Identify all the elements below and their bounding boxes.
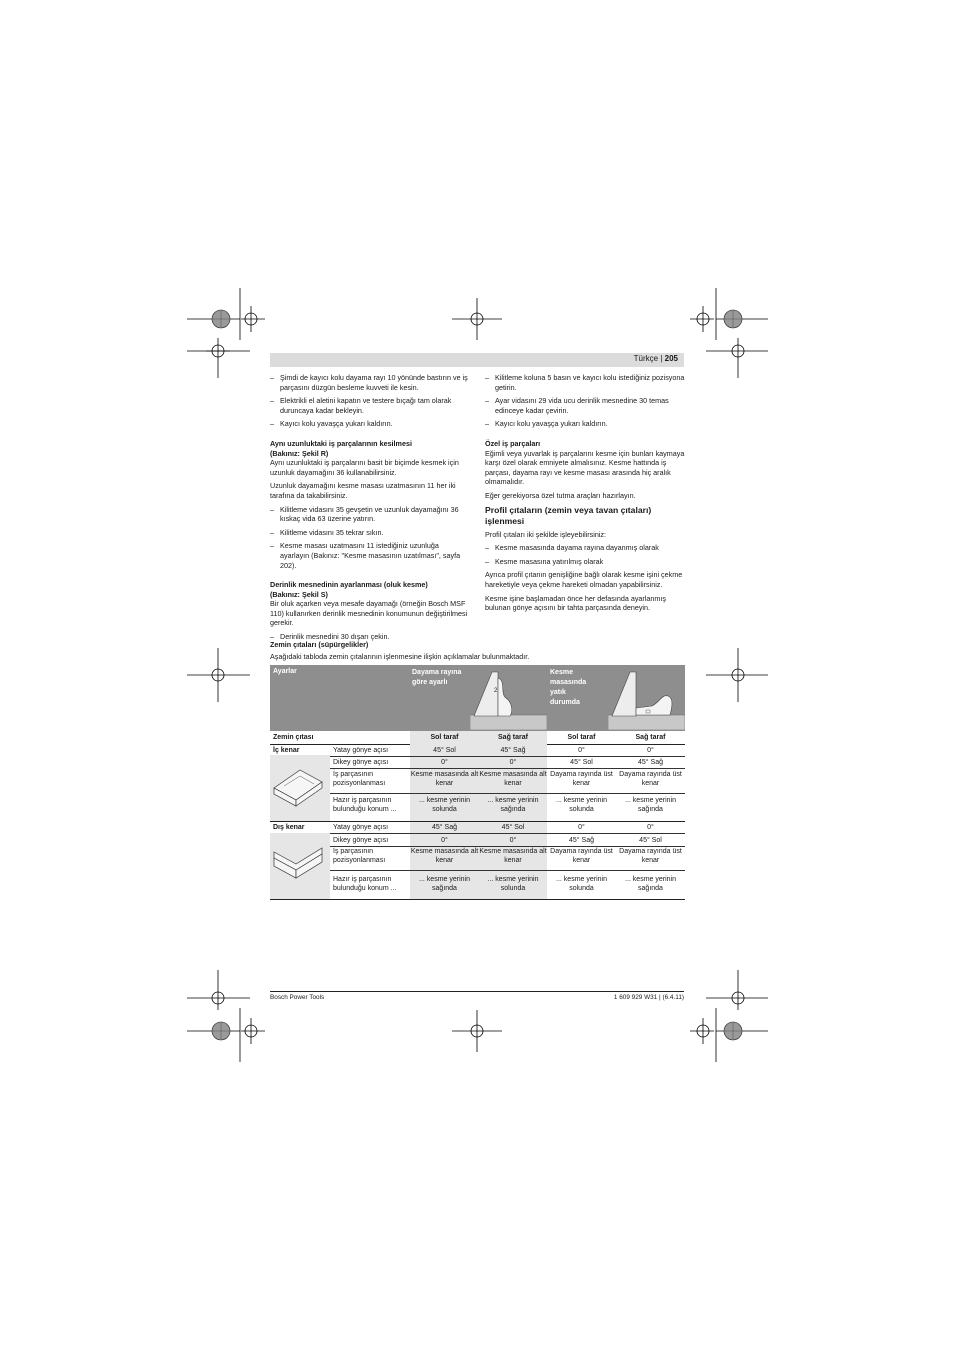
list-item: – Ayar vidasını 29 vida ucu derinlik mesnedine 30 temas edinceye kadar çevirin. (485, 396, 685, 415)
table-cell: Kesme masasında alt kenar (410, 771, 479, 787)
list-item: – Elektrikli el aletini kapatın ve testere bıçağı tam olarak duruncaya kadar bekleyin. (270, 396, 470, 415)
footer-left: Bosch Power Tools (270, 994, 325, 1001)
subheader-col-4: Sağ taraf (635, 734, 666, 741)
table-cell: 0° (647, 747, 654, 754)
table-cell: 45° Sol (639, 837, 662, 844)
row-label: İş parçasının pozisyonlanması (333, 771, 386, 787)
list-item: – Kayıcı kolu yavaşça yukarı kaldırın. (485, 419, 685, 429)
table-cell: Dayama rayında üst kenar (550, 848, 613, 864)
header-group-table: Kesme masasında yatık durumda (550, 669, 587, 706)
row-label: Dikey gönye açısı (333, 759, 389, 766)
table-cell: Kesme masasında alt kenar (410, 848, 479, 864)
list-item: – Kilitleme vidasını 35 gevşetin ve uzunluk dayamağını 36 kıskaç vida 63 üzerine yatırın. (270, 505, 470, 524)
section-subheading: (Bakınız: Şekil S) (270, 589, 328, 599)
table-cell: Dayama rayında üst kenar (619, 848, 682, 864)
subheader-col-3: Sol taraf (567, 734, 596, 741)
paragraph: Eğimli veya yuvarlak iş parçalarını kesme için bunları kaymaya karşı özel olarak emniyete almalısınız. Kesme hattında iş parçası, dayama rayı ve kesme masası arasında hiç aralık olmamalıdır. (485, 448, 685, 487)
rail-illustration (470, 668, 547, 730)
table-cell: ... kesme yerinin solunda (487, 876, 539, 892)
header-separator: | (660, 354, 663, 363)
row-label: Dikey gönye açısı (333, 837, 389, 844)
subheader-col-1: Sol taraf (430, 734, 459, 741)
left-column (270, 373, 470, 646)
table-cell: ... kesme yerinin sağında (625, 797, 676, 813)
right-column (485, 373, 685, 617)
paragraph: Aynı uzunluktaki iş parçalarını basit bir biçimde kesmek için uzunluk dayamağını 36 kullanabilirsiniz. (270, 458, 459, 477)
footer-rule (270, 991, 684, 992)
header-text (634, 354, 678, 363)
list-item: – Kilitleme vidasını 35 tekrar sıkın. (270, 528, 470, 538)
list-item: – Kesme masasında dayama rayına dayanmış olarak (485, 543, 685, 553)
row-label: Yatay gönye açısı (333, 824, 389, 831)
page-number: 205 (664, 354, 678, 363)
page-header (270, 353, 684, 367)
table-cell: ... kesme yerinin sağında (487, 797, 539, 813)
table-cell: ... kesme yerinin sağında (625, 876, 676, 892)
footer-right: 1 609 929 W31 | (6.4.11) (613, 994, 684, 1001)
row-label: Hazır iş parçasının bulunduğu konum ... (333, 797, 397, 813)
section-heading: Derinlik mesnedinin ayarlanması (oluk kesme) (270, 580, 428, 590)
list-item: – Şimdi de kayıcı kolu dayama rayı 10 yönünde bastırın ve iş parçasını düzgün besleme kuvveti ile kesin. (270, 373, 470, 392)
table-cell: 45° Sağ (569, 837, 594, 844)
table-cell: 0° (441, 837, 448, 844)
subheader-row-label: Zemin çıtası (273, 734, 314, 741)
inner-corner-icon (270, 760, 330, 810)
table-cell: 0° (509, 759, 517, 766)
list-item: – Kilitleme koluna 5 basın ve kayıcı kolu istediğiniz pozisyona getirin. (485, 373, 685, 392)
table-cell: 0° (441, 759, 448, 766)
row-label: Hazır iş parçasının bulunduğu konum ... (333, 876, 397, 892)
section-heading: Aynı uzunluktaki iş parçalarının kesilmesi (270, 438, 412, 448)
paragraph: Kesme işine başlamadan önce her defasında ayarlanmış bulunan gönye açısını bir tahta parçasında deneyin. (485, 593, 666, 613)
figure-label: 2 (494, 688, 498, 694)
group-label-outer: Dış kenar (273, 824, 305, 831)
row-label: İş parçasının pozisyonlanması (333, 848, 386, 864)
table-cell: 0° (509, 837, 517, 844)
table-intro: Aşağıdaki tabloda zemin çıtalarının işlenmesine ilişkin açıklamalar bulunmaktadır. (270, 652, 530, 661)
table-cell: Kesme masasında alt kenar (479, 848, 547, 864)
table-cell: 45° Sağ (638, 759, 663, 766)
list-item: – Kayıcı kolu yavaşça yukarı kaldırın. (270, 419, 470, 429)
subheader-col-2: Sağ taraf (498, 734, 528, 741)
header-settings: Ayarlar (273, 668, 297, 675)
paragraph: Profil çıtaları iki şekilde işleyebilirsiniz: (485, 529, 607, 539)
table-cell: ... kesme yerinin solunda (419, 797, 470, 813)
header-group-rail: Dayama rayına göre ayarlı (412, 669, 462, 686)
section-heading: Özel iş parçaları (485, 438, 541, 448)
table-cell: 45° Sol (501, 824, 525, 831)
table-cell: Kesme masasında alt kenar (479, 771, 547, 787)
table-cell: Dayama rayında üst kenar (619, 771, 682, 787)
paragraph: Ayrıca profil çıtanın genişliğine bağlı olarak kesme işini çekme hareketiyle veya çekme hareketi olmadan yapabilirsiniz. (485, 570, 683, 589)
table-cell: 45° Sol (433, 747, 456, 754)
paragraph: Bir oluk açarken veya mesafe dayamağı (örneğin Bosch MSF 110) kullanırken derinlik mesnedinin konumunun değiştirilmesi gerekir. (270, 599, 468, 628)
table-cell: Dayama rayında üst kenar (550, 771, 613, 787)
section-heading-large: Profil çıtaların (zemin veya tavan çıtaları) işlenmesi (485, 504, 652, 526)
list-item: – Kesme masası uzatmasını 11 istediğiniz uzunluğa ayarlayın (Bakınız: "Kesme masasının uzatılması", sayfa 202). (270, 541, 470, 570)
table-cell: 0° (647, 824, 654, 831)
table-cell: ... kesme yerinin sağında (419, 876, 470, 892)
table-cell: ... kesme yerinin solunda (556, 797, 607, 813)
list-item: – Derinlik mesnedini 30 dışarı çekin. (270, 632, 470, 642)
table-title: Zemin çıtaları (süpürgelikler) (270, 640, 369, 649)
row-label: Yatay gönye açısı (333, 747, 389, 754)
table-cell: 45° Sol (570, 759, 593, 766)
table-cell: 0° (578, 747, 585, 754)
section-subheading: (Bakınız: Şekil R) (270, 448, 329, 458)
table-cell: 45° Sağ (500, 747, 526, 754)
table-cell: ... kesme yerinin solunda (556, 876, 607, 892)
table-cell: 45° Sağ (432, 824, 457, 831)
group-label-inner: İç kenar (273, 747, 300, 754)
outer-corner-icon (270, 838, 330, 888)
paragraph: Uzunluk dayamağını kesme masası uzatmasının 11 her iki tarafına da takabilirsiniz. (270, 481, 456, 500)
list-item: – Kesme masasına yatırılmış olarak (485, 557, 685, 567)
paragraph: Eğer gerekiyorsa özel tutma araçları hazırlayın. (485, 490, 636, 500)
table-cell: 0° (578, 824, 585, 831)
header-language: Türkçe (633, 354, 659, 363)
table-illustration (608, 668, 685, 730)
